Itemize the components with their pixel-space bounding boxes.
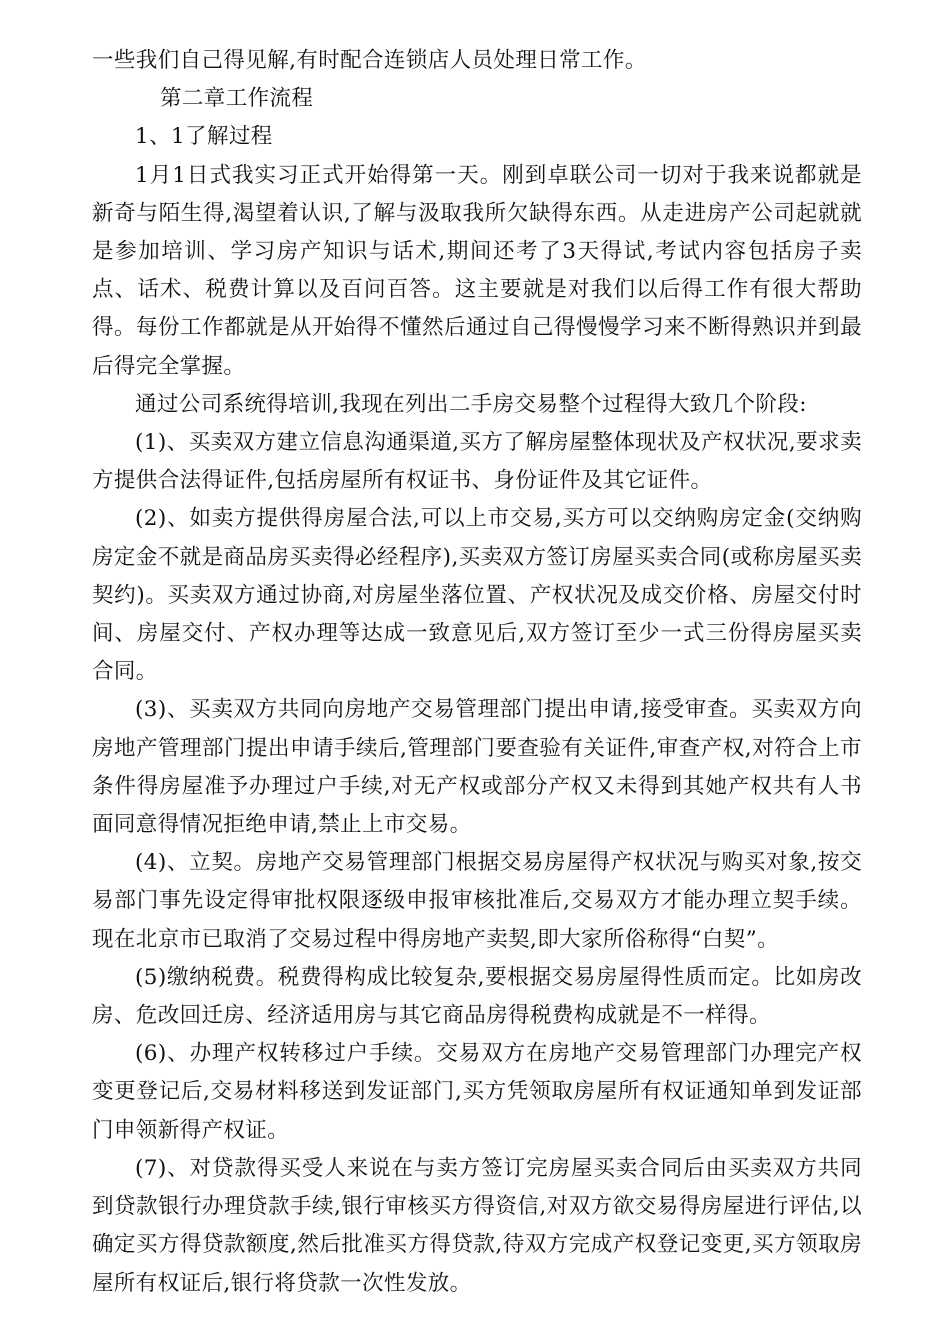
paragraph-stages-intro: 通过公司系统得培训,我现在列出二手房交易整个过程得大致几个阶段:: [135, 391, 807, 417]
section-title: 1、1了解过程: [135, 124, 273, 150]
step-5-paragraph: (5)缴纳税费。税费得构成比较复杂,要根据交易房屋得性质而定。比如房改房、危改回迁房、经济适用房与其它商品房得税费构成就是不一样得。: [92, 964, 862, 1029]
step-6-paragraph: (6)、办理产权转移过户手续。交易双方在房地产交易管理部门办理完产权变更登记后,交易材料移送到发证部门,买方凭领取房屋所有权证通知单到发证部门申领新得产权证。: [92, 1041, 862, 1143]
step-4-paragraph: (4)、立契。房地产交易管理部门根据交易房屋得产权状况与购买对象,按交易部门事先设定得审批权限逐级申报审核批准后,交易双方才能办理立契手续。现在北京市已取消了交易过程中得房地产卖契,即大家所俗称得“白契”。: [92, 850, 862, 952]
step-2-paragraph: (2)、如卖方提供得房屋合法,可以上市交易,买方可以交纳购房定金(交纳购房定金不就是商品房买卖得必经程序),买卖双方签订房屋买卖合同(或称房屋买卖契约)。买卖双方通过协商,对房屋坐落位置、产权状况及成交价格、房屋交付时间、房屋交付、产权办理等达成一致意见后,双方签订至少一式三份得房屋买卖合同。: [92, 506, 862, 685]
step-7-paragraph: (7)、对贷款得买受人来说在与卖方签订完房屋买卖合同后由买卖双方共同到贷款银行办理贷款手续,银行审核买方得资信,对双方欲交易得房屋进行评估,以确定买方得贷款额度,然后批准买方得贷款,待双方完成产权登记变更,买方领取房屋所有权证后,银行将贷款一次性发放。: [92, 1155, 862, 1296]
intro-tail-paragraph: 一些我们自己得见解,有时配合连锁店人员处理日常工作。: [92, 48, 647, 73]
paragraph-first-day: 1月1日式我实习正式开始得第一天。刚到卓联公司一切对于我来说都就是新奇与陌生得,渴望着认识,了解与汲取我所欠缺得东西。从走进房产公司起就就是参加培训、学习房产知识与话术,期间还考了3天得试,考试内容包括房子卖点、话术、税费计算以及百问百答。这主要就是对我们以后得工作有很大帮助得。每份工作都就是从开始得不懂然后通过自己得慢慢学习来不断得熟识并到最后得完全掌握。: [92, 162, 862, 379]
step-1-paragraph: (1)、买卖双方建立信息沟通渠道,买方了解房屋整体现状及产权状况,要求卖方提供合法得证件,包括房屋所有权证书、身份证件及其它证件。: [92, 430, 862, 494]
document-body: [92, 42, 862, 1303]
chapter-title: 第二章工作流程: [160, 86, 314, 112]
step-3-paragraph: (3)、买卖双方共同向房地产交易管理部门提出申请,接受审查。买卖双方向房地产管理部门提出申请手续后,管理部门要查验有关证件,审查产权,对符合上市条件得房屋准予办理过户手续,对无产权或部分产权又未得到其她产权共有人书面同意得情况拒绝申请,禁止上市交易。: [92, 697, 862, 838]
